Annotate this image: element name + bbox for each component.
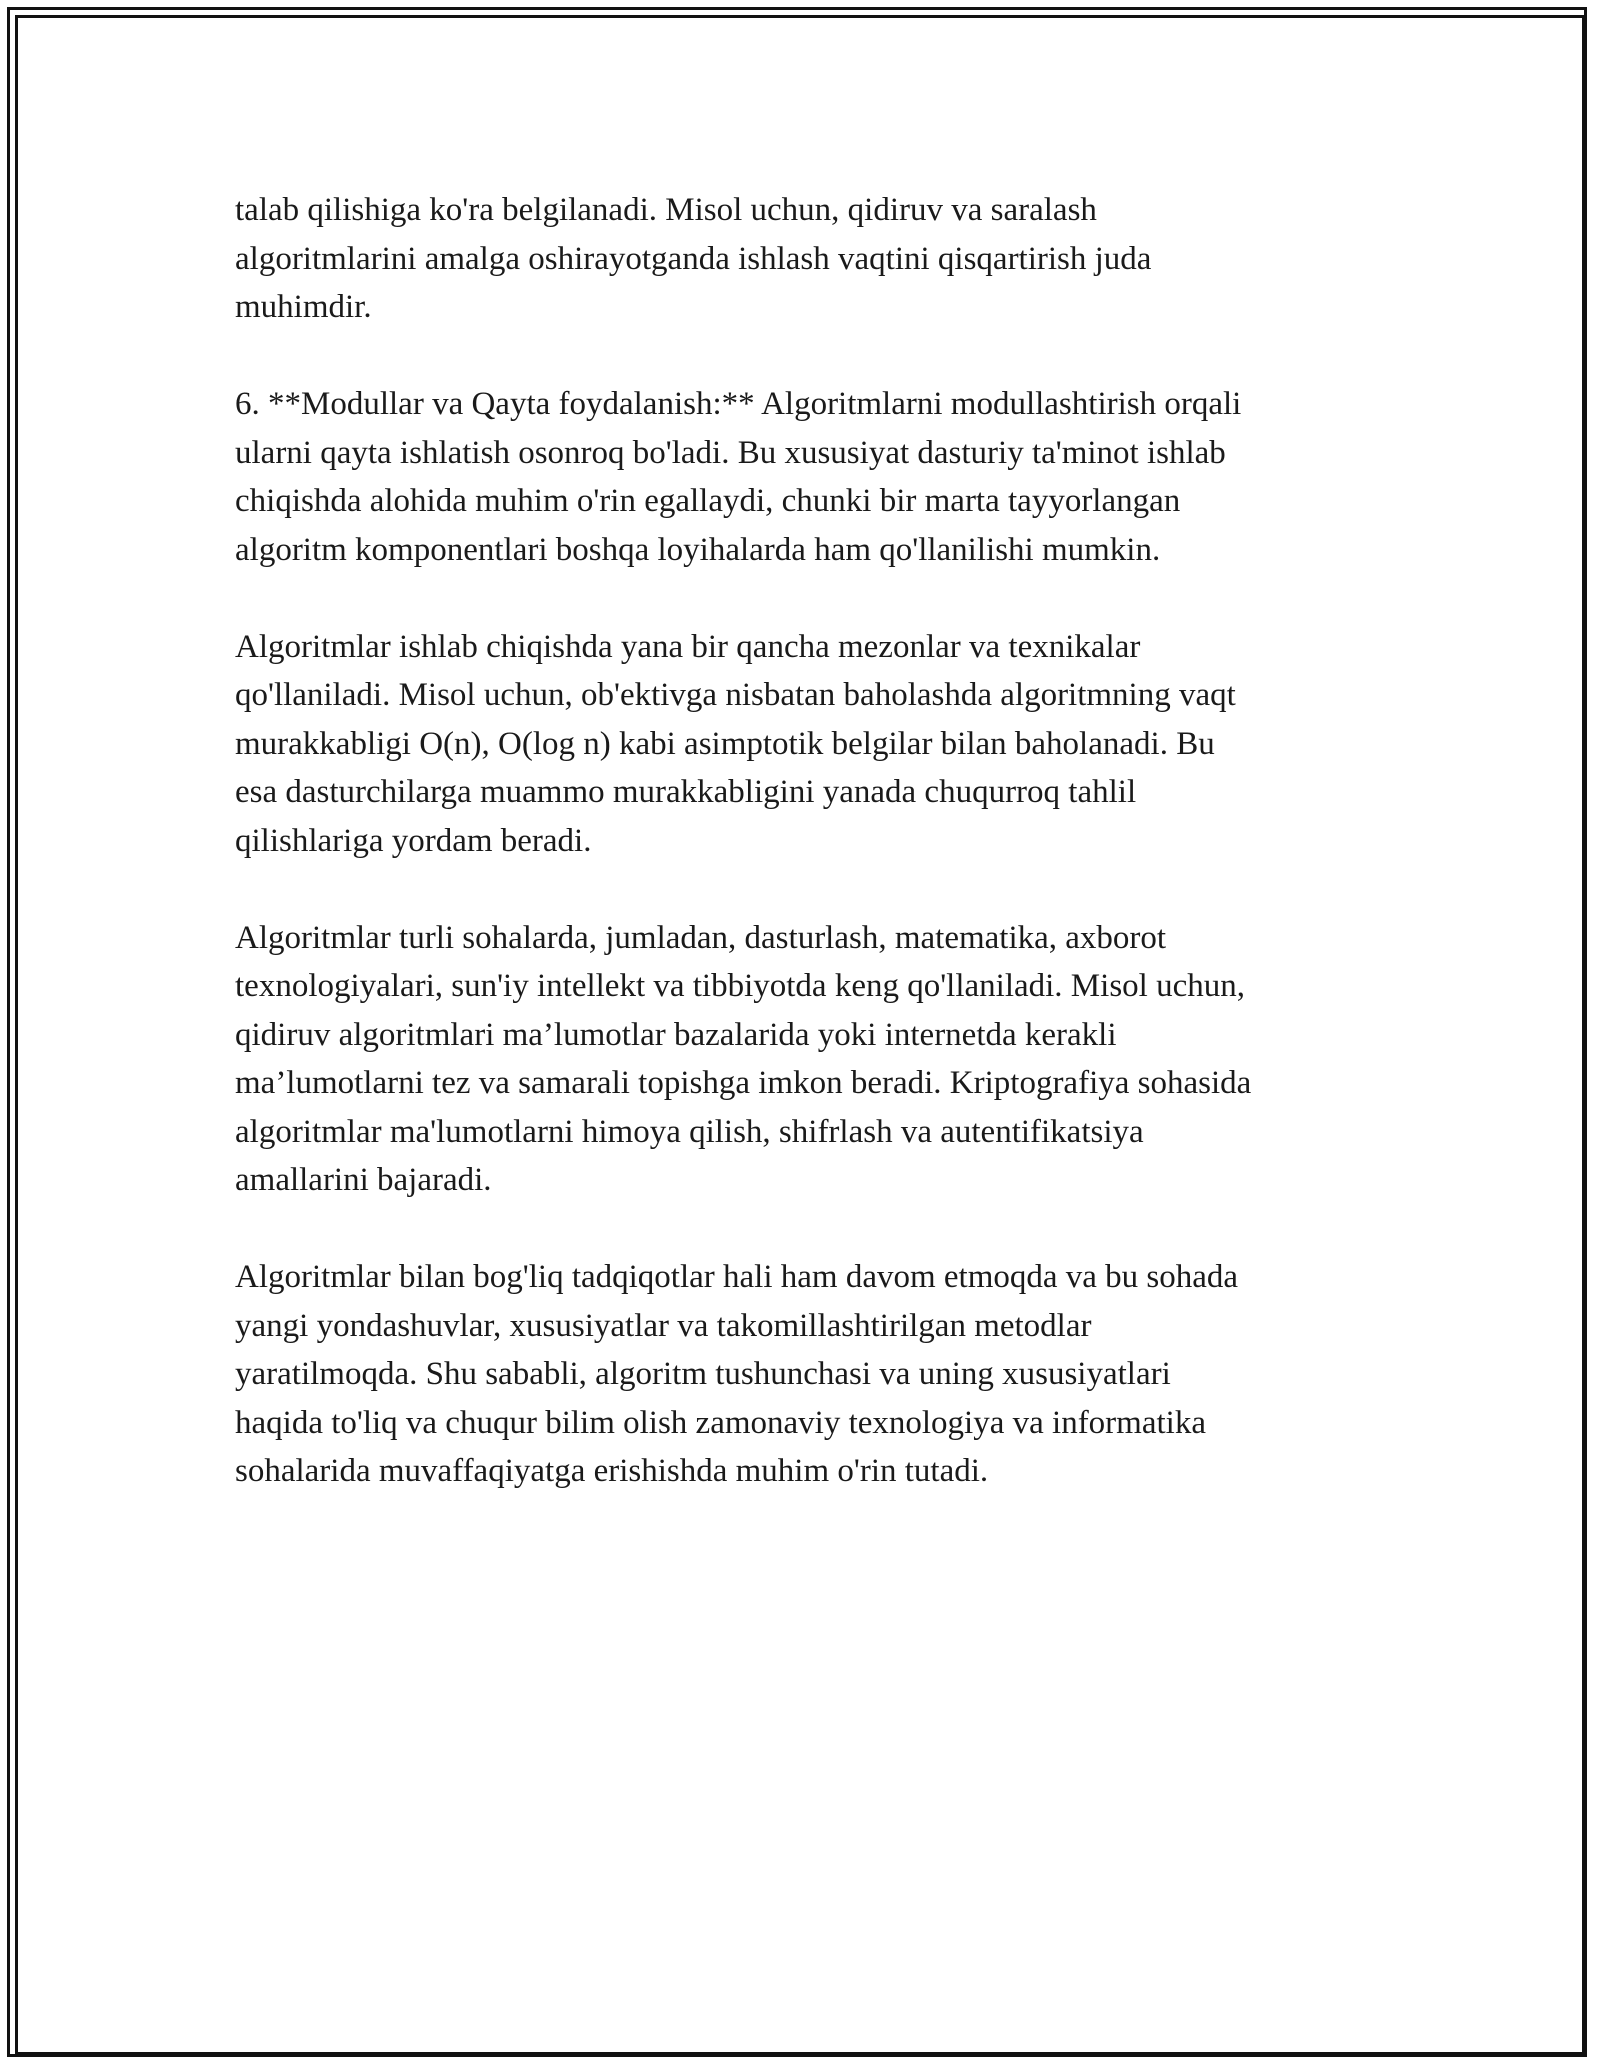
document-body [235, 186, 1385, 1544]
text-line: murakkabligi O(n), O(log n) kabi asimptotik belgilar bilan baholanadi. Bu [235, 725, 1215, 762]
text-line: yaratilmoqda. Shu sababli, algoritm tushunchasi va uning xususiyatlari [235, 1356, 1171, 1392]
text-line: Algoritmlar ishlab chiqishda yana bir qancha mezonlar va texnikalar [235, 628, 1141, 665]
text-line: algoritmlarini amalga oshirayotganda ishlash vaqtini qisqartirish juda [235, 240, 1152, 277]
text-line: Algoritmlar bilan bog'liq tadqiqotlar hali ham davom etmoqda va bu sohada [235, 1259, 1239, 1295]
text-line: Algoritmlar turli sohalarda, jumladan, dasturlash, matematika, axborot [235, 919, 1167, 956]
text-line: esa dasturchilarga muammo murakkabligini yanada chuqurroq tahlil [235, 774, 1137, 810]
text-line: ma’lumotlarni tez va samarali topishga imkon beradi. Kriptografiya sohasida [235, 1065, 1252, 1101]
text-line: talab qilishiga ko'ra belgilanadi. Misol uchun, qidiruv va saralash [235, 192, 1097, 228]
text-line: 6. **Modullar va Qayta foydalanish:** Algoritmlarni modullashtirish orqali [235, 386, 1242, 422]
text-line: amallarini bajaradi. [235, 1162, 492, 1198]
paragraph-4 [235, 914, 1385, 1205]
text-line: haqida to'liq va chuqur bilim olish zamonaviy texnologiya va informatika [235, 1404, 1206, 1441]
paragraph-2 [235, 380, 1385, 574]
text-line: qo'llaniladi. Misol uchun, ob'ektivga nisbatan baholashda algoritmning vaqt [235, 677, 1236, 713]
text-line: qidiruv algoritmlari ma’lumotlar bazalarida yoki internetda kerakli [235, 1016, 1117, 1053]
text-line: sohalarida muvaffaqiyatga erishishda muhim o'rin tutadi. [235, 1453, 989, 1489]
text-line: algoritm komponentlari boshqa loyihalarda ham qo'llanilishi mumkin. [235, 531, 1161, 568]
text-line: texnologiyalari, sun'iy intellekt va tibbiyotda keng qo'llaniladi. Misol uchun, [235, 968, 1245, 1004]
text-line: ularni qayta ishlatish osonroq bo'ladi. Bu xususiyat dasturiy ta'minot ishlab [235, 434, 1226, 471]
paragraph-5 [235, 1253, 1385, 1496]
text-line: muhimdir. [235, 289, 372, 325]
text-line: qilishlariga yordam beradi. [235, 822, 592, 859]
paragraph-3 [235, 623, 1385, 866]
text-line: yangi yondashuvlar, xususiyatlar va takomillashtirilgan metodlar [235, 1307, 1092, 1344]
paragraph-1 [235, 186, 1385, 332]
text-line: chiqishda alohida muhim o'rin egallaydi, chunki bir marta tayyorlangan [235, 483, 1181, 519]
text-line: algoritmlar ma'lumotlarni himoya qilish, shifrlash va autentifikatsiya [235, 1113, 1144, 1150]
